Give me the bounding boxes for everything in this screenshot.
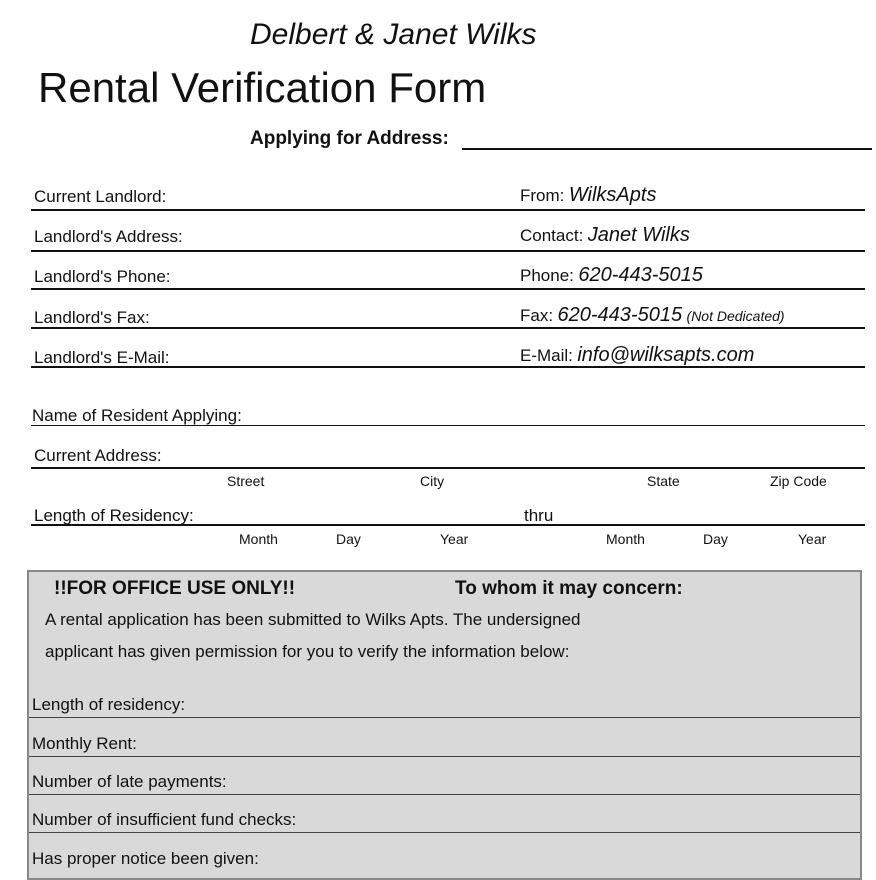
answer-line-length-residency[interactable] (29, 717, 860, 718)
from-month-caption: Month (239, 531, 278, 547)
from-row (520, 184, 656, 207)
street-caption: Street (227, 473, 265, 489)
fax-row (520, 304, 785, 327)
owners-heading: Delbert & Janet Wilks (250, 18, 537, 51)
applying-address-label: Applying for Address: (250, 128, 449, 149)
email-value: info@wilksapts.com (577, 344, 755, 366)
to-day-caption: Day (703, 531, 728, 547)
applying-address-field[interactable] (462, 148, 872, 150)
from-day-caption: Day (336, 531, 361, 547)
thru-label: thru (524, 506, 554, 525)
email-row (520, 344, 754, 367)
office-greeting: To whom it may concern: (455, 578, 683, 599)
answer-line-monthly-rent[interactable] (29, 756, 860, 757)
city-caption: City (420, 473, 445, 489)
address-line[interactable] (31, 250, 865, 252)
answer-line-insufficient-checks[interactable] (29, 832, 860, 833)
contact-label: Contact: (520, 226, 584, 245)
fax-label: Fax: (520, 306, 554, 325)
contact-row (520, 224, 690, 247)
current-landlord-label: Current Landlord: (34, 187, 167, 206)
current-address-line[interactable] (31, 467, 865, 469)
fax-note: (Not Dedicated) (686, 308, 785, 324)
office-intro-line-2: applicant has given permission for you to verify the information below: (45, 642, 570, 661)
question-proper-notice: Has proper notice been given: (32, 849, 259, 868)
from-value: WilksApts (568, 184, 657, 206)
question-length-residency: Length of residency: (32, 695, 186, 714)
phone-line[interactable] (31, 288, 865, 290)
fax-value: 620-443-5015 (557, 304, 683, 326)
question-monthly-rent: Monthly Rent: (32, 734, 137, 753)
from-year-caption: Year (440, 531, 469, 547)
landlord-address-label: Landlord's Address: (34, 227, 183, 246)
to-month-caption: Month (606, 531, 645, 547)
resident-name-line[interactable] (31, 425, 865, 426)
question-insufficient-checks: Number of insufficient fund checks: (32, 810, 297, 829)
question-late-payments: Number of late payments: (32, 772, 227, 791)
fax-line[interactable] (31, 327, 865, 329)
contact-value: Janet Wilks (587, 224, 690, 246)
zip-caption: Zip Code (770, 473, 827, 489)
phone-row (520, 264, 703, 287)
resident-name-label: Name of Resident Applying: (32, 406, 242, 425)
email-label: E-Mail: (520, 346, 573, 365)
to-year-caption: Year (798, 531, 827, 547)
length-residency-line[interactable] (31, 524, 865, 526)
office-intro-line-1: A rental application has been submitted to Wilks Apts. The undersigned (45, 610, 581, 629)
answer-line-late-payments[interactable] (29, 794, 860, 795)
landlord-phone-label: Landlord's Phone: (34, 267, 171, 286)
current-address-label: Current Address: (34, 446, 162, 465)
office-use-heading: !!FOR OFFICE USE ONLY!! (54, 578, 296, 599)
page-title: Rental Verification Form (38, 64, 487, 111)
phone-label: Phone: (520, 266, 574, 285)
landlord-line[interactable] (31, 209, 865, 211)
length-residency-label: Length of Residency: (34, 506, 194, 525)
phone-value: 620-443-5015 (578, 264, 703, 286)
landlord-fax-label: Landlord's Fax: (34, 308, 150, 327)
email-line[interactable] (31, 366, 865, 368)
state-caption: State (647, 473, 680, 489)
landlord-email-label: Landlord's E-Mail: (34, 348, 170, 367)
from-label: From: (520, 186, 565, 205)
